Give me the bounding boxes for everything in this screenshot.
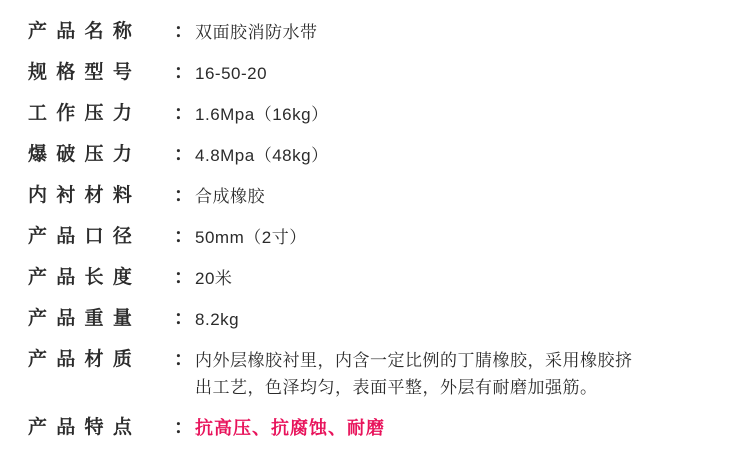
spec-colon: ： xyxy=(174,21,194,42)
spec-row xyxy=(0,264,750,292)
spec-colon: ： xyxy=(174,417,194,438)
spec-value-working-pressure: 1.6Mpa（16kg） xyxy=(195,105,329,124)
spec-colon: ： xyxy=(174,226,194,247)
spec-row xyxy=(0,414,750,442)
spec-colon: ： xyxy=(174,144,194,165)
spec-label-length: 产 品 长 度 xyxy=(28,267,134,288)
spec-label-product-name: 产 品 名 称 xyxy=(28,21,134,42)
spec-label-working-pressure: 工 作 压 力 xyxy=(28,103,134,124)
spec-colon: ： xyxy=(174,349,194,370)
spec-label-lining-material: 内 衬 材 料 xyxy=(28,185,134,206)
spec-row xyxy=(0,305,750,333)
spec-label-features: 产 品 特 点 xyxy=(28,417,134,438)
spec-value-material xyxy=(195,346,715,401)
spec-row xyxy=(0,100,750,128)
spec-row xyxy=(0,59,750,87)
spec-colon: ： xyxy=(174,185,194,206)
spec-value-material-line1: 内外层橡胶衬里，内含一定比例的丁腈橡胶，采用橡胶挤 xyxy=(195,351,633,370)
spec-row xyxy=(0,346,750,401)
spec-label-material: 产 品 材 质 xyxy=(28,349,134,370)
spec-value-model: 16-50-20 xyxy=(195,64,268,83)
spec-colon: ： xyxy=(174,308,194,329)
spec-value-material-line2: 出工艺，色泽均匀，表面平整，外层有耐磨加强筋。 xyxy=(195,378,598,397)
spec-label-model: 规 格 型 号 xyxy=(28,62,134,83)
spec-colon: ： xyxy=(174,267,194,288)
spec-value-product-name: 双面胶消防水带 xyxy=(195,23,318,42)
spec-label-diameter: 产 品 口 径 xyxy=(28,226,134,247)
spec-value-burst-pressure: 4.8Mpa（48kg） xyxy=(195,146,329,165)
spec-label-burst-pressure: 爆 破 压 力 xyxy=(28,144,134,165)
spec-label-weight: 产 品 重 量 xyxy=(28,308,134,329)
spec-colon: ： xyxy=(174,103,194,124)
spec-value-weight: 8.2kg xyxy=(195,310,240,329)
spec-value-features: 抗高压、抗腐蚀、耐磨 xyxy=(195,418,386,438)
spec-row xyxy=(0,182,750,210)
spec-row xyxy=(0,141,750,169)
spec-colon: ： xyxy=(174,62,194,83)
spec-value-length: 20米 xyxy=(195,269,233,288)
spec-row xyxy=(0,18,750,46)
spec-value-diameter: 50mm（2寸） xyxy=(195,228,307,247)
spec-value-lining-material: 合成橡胶 xyxy=(195,187,266,206)
spec-row xyxy=(0,223,750,251)
